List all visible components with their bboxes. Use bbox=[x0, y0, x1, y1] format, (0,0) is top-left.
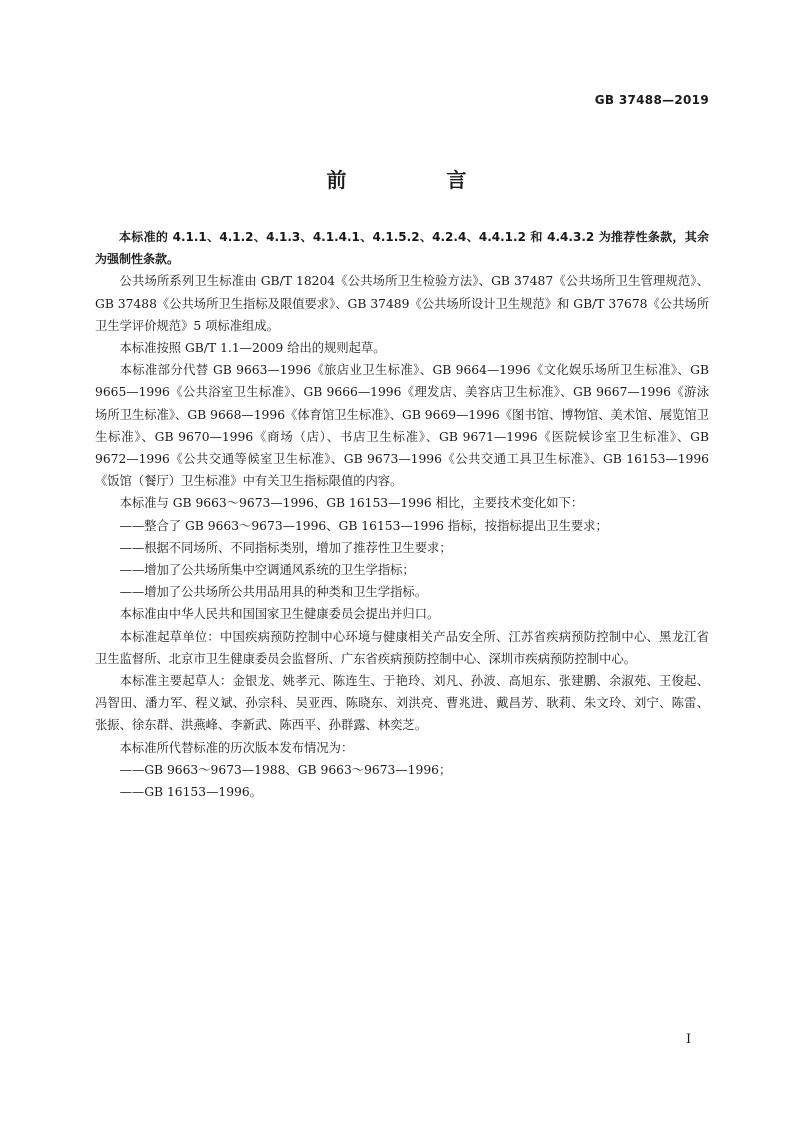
paragraph-recommended-clauses: 本标准的 4.1.1、4.1.2、4.1.3、4.1.4.1、4.1.5.2、4.2.4、4.4.1.2 和 4.4.3.2 为推荐性条款，其余为强制性条款。 bbox=[95, 230, 709, 267]
page-number: I bbox=[686, 1032, 692, 1047]
paragraph-proposer: 本标准由中华人民共和国国家卫生健康委员会提出并归口。 bbox=[119, 607, 440, 622]
standard-id: GB 37488—2019 bbox=[594, 93, 709, 107]
page-title: 前 言 bbox=[326, 168, 507, 192]
paragraph-drafting-rules: 本标准按照 GB/T 1.1—2009 给出的规则起草。 bbox=[119, 341, 386, 356]
paragraph-version-history: 本标准所代替标准的历次版本发布情况为： bbox=[119, 740, 354, 755]
paragraph-drafters: 本标准主要起草人：金银龙、姚孝元、陈连生、于艳玲、刘凡、孙波、高旭东、张建鹏、余淑苑、王俊起、冯智田、潘力军、程义斌、孙宗科、吴亚西、陈晓东、刘洪亮、曹兆进、戴昌芳、耿莉、朱文玲、刘宁、陈雷、张振、徐东群、洪燕峰、李新武、陈西平、孙群露、林奕芝。 bbox=[95, 674, 709, 733]
list-item-version: ——GB 9663～9673—1988、GB 9663～9673—1996； bbox=[119, 762, 452, 777]
list-item-version: ——GB 16153—1996。 bbox=[119, 785, 262, 800]
paragraph-technical-changes: 本标准与 GB 9663～9673—1996、GB 16153—1996 相比，主要技术变化如下： bbox=[119, 496, 584, 511]
list-item-change: ——增加了公共场所集中空调通风系统的卫生学指标； bbox=[119, 563, 415, 578]
list-item-change: ——根据不同场所、不同指标类别，增加了推荐性卫生要求； bbox=[119, 540, 452, 555]
list-item-change: ——增加了公共场所公共用品用具的种类和卫生学指标。 bbox=[119, 585, 428, 600]
paragraph-replaced-standards: 本标准部分代替 GB 9663—1996《旅店业卫生标准》、GB 9664—1996《文化娱乐场所卫生标准》、GB 9665—1996《公共浴室卫生标准》、GB 9666—1996《理发店、美容店卫生标准》、GB 9667—1996《游泳场所卫生标准》、GB 9668—1996《体育馆卫生标准》、GB 9669—1996《图书馆、博物馆、美术馆、展览馆卫生标准》、GB 9670—1996《商场（店）、书店卫生标准》、GB 9671—1996《医院候诊室卫生标准》、GB 9672—1996《公共交通等候室卫生标准》、GB 9673—1996《公共交通工具卫生标准》、GB 16153—1996《饭馆（餐厅）卫生标准》中有关卫生指标限值的内容。 bbox=[95, 363, 709, 489]
paragraph-series-standards: 公共场所系列卫生标准由 GB/T 18204《公共场所卫生检验方法》、GB 37487《公共场所卫生管理规范》、GB 37488《公共场所卫生指标及限值要求》、GB 37489《公共场所设计卫生规范》和 GB/T 37678《公共场所卫生学评价规范》5 项标准组成。 bbox=[95, 274, 709, 333]
paragraph-drafting-units: 本标准起草单位：中国疾病预防控制中心环境与健康相关产品安全所、江苏省疾病预防控制中心、黑龙江省卫生监督所、北京市卫生健康委员会监督所、广东省疾病预防控制中心、深圳市疾病预防控制中心。 bbox=[95, 629, 709, 666]
list-item-change: ——整合了 GB 9663～9673—1996、GB 16153—1996 指标，按指标提出卫生要求； bbox=[119, 518, 608, 533]
document-body bbox=[95, 226, 709, 803]
